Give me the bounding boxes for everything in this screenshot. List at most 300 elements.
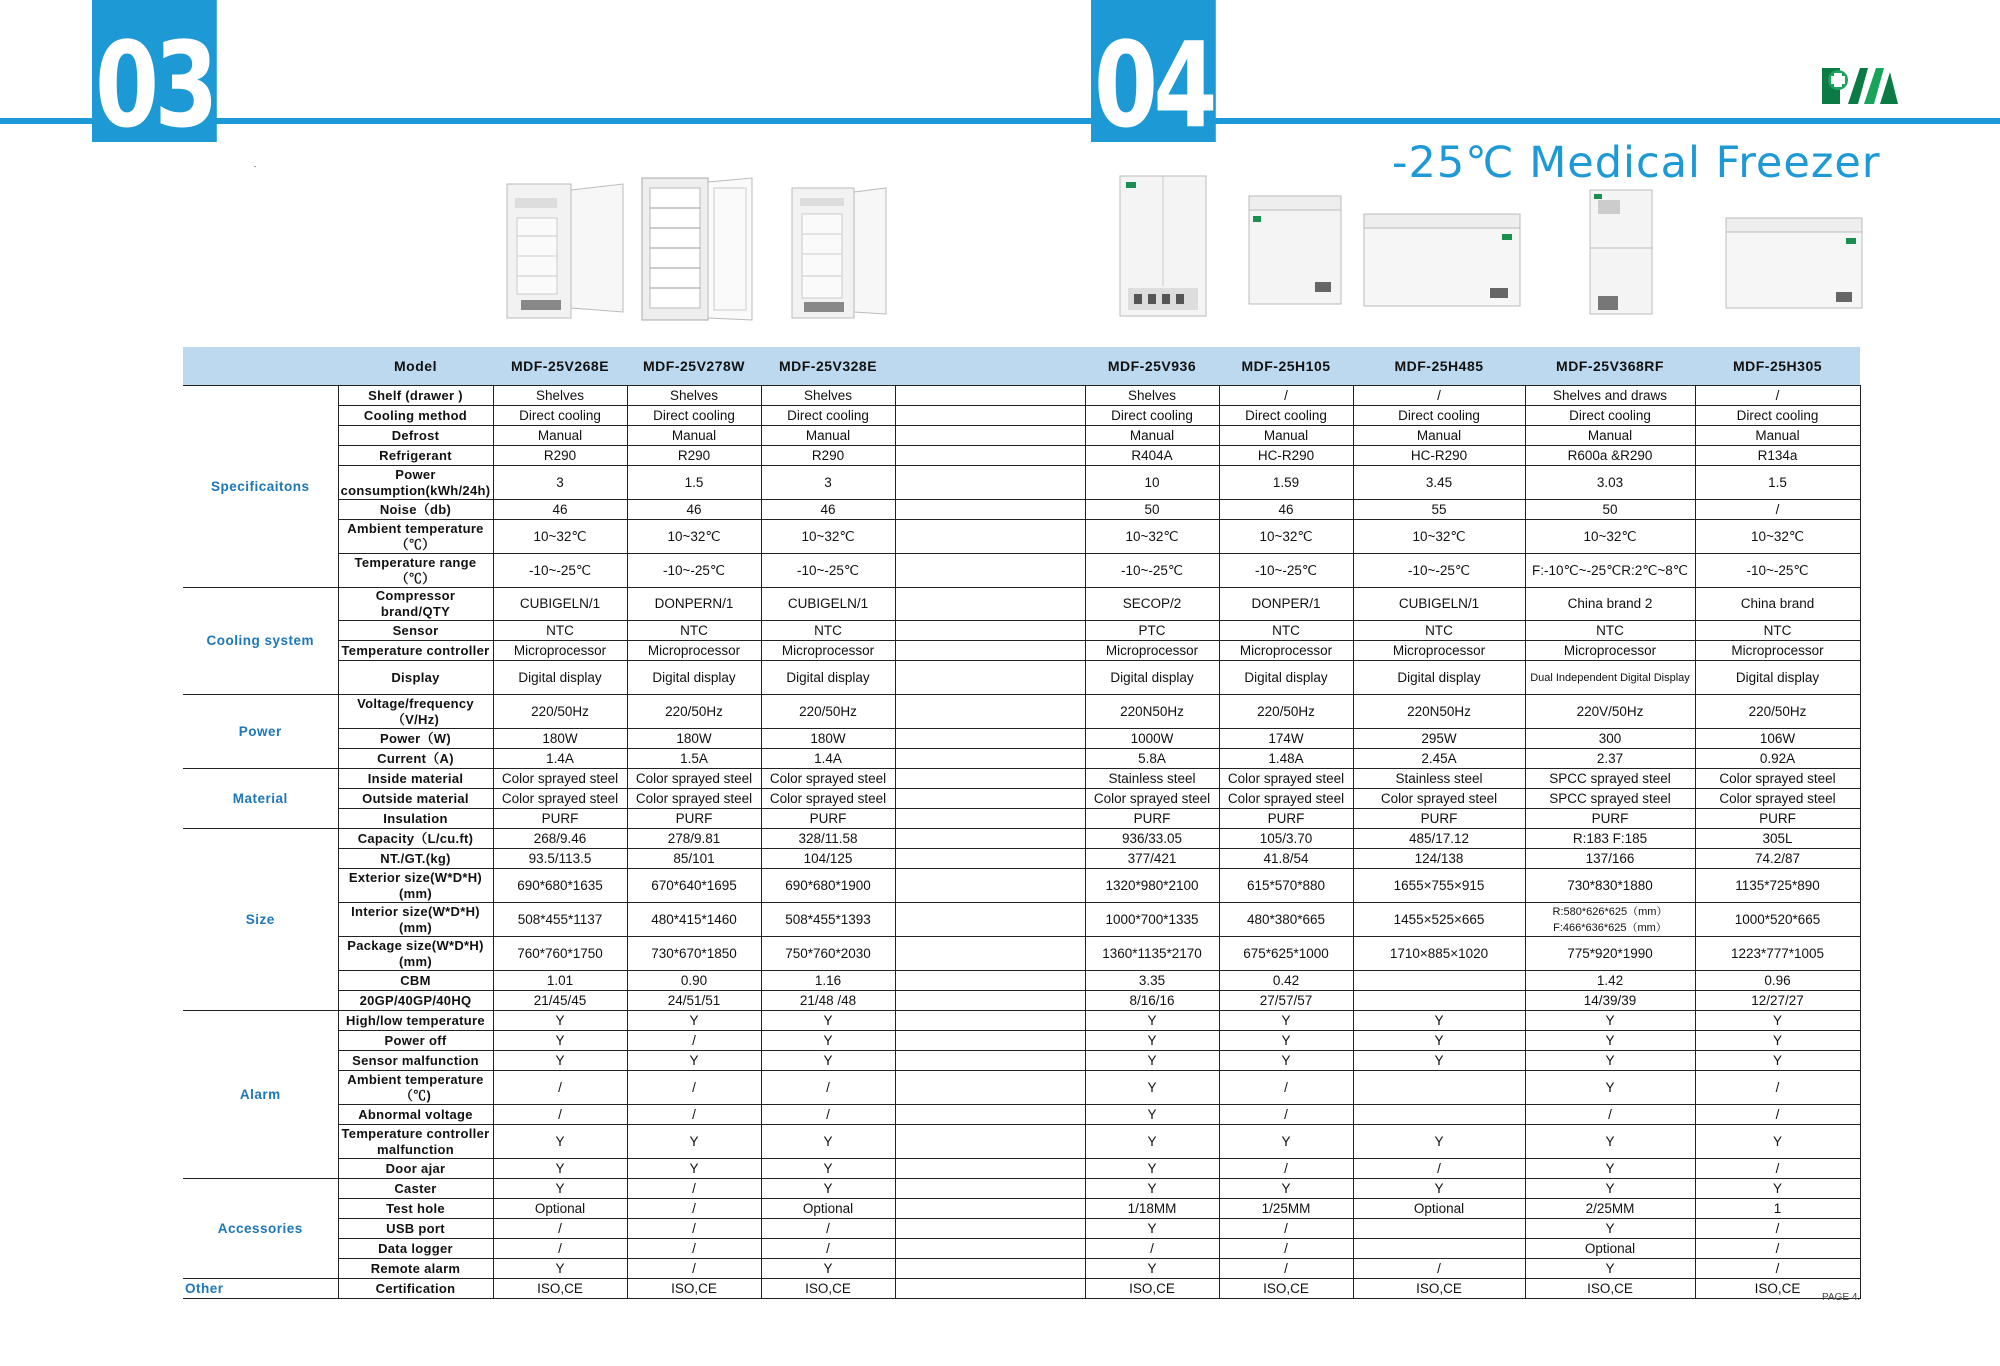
spec-value: PTC [1085, 621, 1219, 641]
spec-value: Direct cooling [1085, 406, 1219, 426]
spec-value: Microprocessor [493, 641, 627, 661]
spec-value: 3.35 [1085, 971, 1219, 991]
spec-value: Manual [761, 426, 895, 446]
spec-value: 3.45 [1353, 466, 1525, 500]
page-footer: PAGE 4. [1822, 1292, 1861, 1303]
spec-value: 106W [1695, 729, 1860, 749]
spec-value: NTC [1353, 621, 1525, 641]
spec-value [895, 789, 1085, 809]
spec-row [183, 554, 1860, 588]
spec-row [183, 937, 1860, 971]
spec-value: 1.4A [761, 749, 895, 769]
spec-row [183, 809, 1860, 829]
spec-value: / [761, 1105, 895, 1125]
spec-value: 85/101 [627, 849, 761, 869]
row-label: Interior size(W*D*H)(mm) [338, 903, 493, 937]
spec-value: 10~32℃ [1525, 520, 1695, 554]
spec-value: 730*830*1880 [1525, 869, 1695, 903]
model-name: MDF-25H105 [1219, 347, 1353, 386]
spec-value: Microprocessor [1695, 641, 1860, 661]
spec-value: Y [1085, 1031, 1219, 1051]
spec-value: 10~32℃ [1219, 520, 1353, 554]
spec-value [895, 1219, 1085, 1239]
spec-value: PURF [1695, 809, 1860, 829]
row-label: Display [338, 661, 493, 695]
model-name: MDF-25V278W [627, 347, 761, 386]
spec-value [895, 1125, 1085, 1159]
spec-value: Manual [1525, 426, 1695, 446]
spec-value [895, 749, 1085, 769]
spec-value: 93.5/113.5 [493, 849, 627, 869]
spec-value: 5.8A [1085, 749, 1219, 769]
spec-value: Y [1695, 1125, 1860, 1159]
spec-value: Color sprayed steel [1695, 769, 1860, 789]
spec-value: Y [627, 1125, 761, 1159]
row-label: Ambient temperature （℃） [338, 520, 493, 554]
spec-value: Y [493, 1125, 627, 1159]
spec-value: 328/11.58 [761, 829, 895, 849]
spec-value: HC-R290 [1219, 446, 1353, 466]
spec-row [183, 1125, 1860, 1159]
spec-table [183, 347, 1861, 1299]
spec-row [183, 500, 1860, 520]
spec-value: CUBIGELN/1 [1353, 588, 1525, 621]
spec-value [895, 849, 1085, 869]
row-label: NT./GT.(kg) [338, 849, 493, 869]
product-image-mdf-25v368rf [1586, 186, 1656, 318]
row-label: Outside material [338, 789, 493, 809]
spec-value: 3 [761, 466, 895, 500]
row-label: Cooling method [338, 406, 493, 426]
spec-value: Y [761, 1011, 895, 1031]
spec-value: Digital display [1353, 661, 1525, 695]
spec-value: 220V/50Hz [1525, 695, 1695, 729]
spec-value: 46 [761, 500, 895, 520]
spec-value: Y [1525, 1125, 1695, 1159]
spec-value: Y [1085, 1011, 1219, 1031]
spec-row [183, 903, 1860, 937]
spec-value: Microprocessor [761, 641, 895, 661]
spec-value: Y [1085, 1219, 1219, 1239]
spec-value: 14/39/39 [1525, 991, 1695, 1011]
spec-value: DONPERN/1 [627, 588, 761, 621]
spec-value: 21/45/45 [493, 991, 627, 1011]
spec-value: 220/50Hz [1695, 695, 1860, 729]
spec-value: 1.5 [627, 466, 761, 500]
product-image-mdf-25h485 [1362, 210, 1522, 310]
spec-row [183, 991, 1860, 1011]
spec-value: 124/138 [1353, 849, 1525, 869]
spec-value: 180W [627, 729, 761, 749]
spec-value: 10~32℃ [1085, 520, 1219, 554]
spec-value [895, 1179, 1085, 1199]
spec-value [895, 903, 1085, 937]
spec-row [183, 769, 1860, 789]
spec-value: Y [1525, 1051, 1695, 1071]
spec-value: / [1085, 1239, 1219, 1259]
section-number-right: 04 [1091, 0, 1216, 142]
spec-value: / [627, 1259, 761, 1279]
spec-value: -10~-25℃ [1353, 554, 1525, 588]
spec-value: 0.96 [1695, 971, 1860, 991]
spec-value: Y [627, 1011, 761, 1031]
spec-value: 1320*980*2100 [1085, 869, 1219, 903]
spec-value: 10~32℃ [627, 520, 761, 554]
spec-row [183, 661, 1860, 695]
row-label: Sensor [338, 621, 493, 641]
spec-value [895, 621, 1085, 641]
category-label: Size [183, 829, 338, 1011]
spec-value: Y [1085, 1259, 1219, 1279]
spec-value: 46 [627, 500, 761, 520]
spec-value: Y [493, 1051, 627, 1071]
section-number-left: 03 [92, 0, 217, 142]
spec-value: / [1219, 1105, 1353, 1125]
spec-row [183, 1219, 1860, 1239]
spec-value: 1360*1135*2170 [1085, 937, 1219, 971]
spec-value: / [1695, 1259, 1860, 1279]
spec-value [895, 1011, 1085, 1031]
spec-value: 220N50Hz [1353, 695, 1525, 729]
spec-row [183, 621, 1860, 641]
spec-value [895, 466, 1085, 500]
row-label: High/low temperature [338, 1011, 493, 1031]
spec-value: Manual [1695, 426, 1860, 446]
spec-value: / [1695, 1105, 1860, 1125]
spec-value: Y [761, 1259, 895, 1279]
row-label: Ambient temperature （℃) [338, 1071, 493, 1105]
category-label: Alarm [183, 1011, 338, 1179]
category-label: Specificaitons [183, 386, 338, 588]
spec-value: 174W [1219, 729, 1353, 749]
spec-value [895, 937, 1085, 971]
spec-value: ISO,CE [1525, 1279, 1695, 1299]
spec-value [895, 588, 1085, 621]
spec-value: 690*680*1635 [493, 869, 627, 903]
row-label: Remote alarm [338, 1259, 493, 1279]
spec-value: ISO,CE [627, 1279, 761, 1299]
spec-value [895, 1105, 1085, 1125]
spec-value: PURF [761, 809, 895, 829]
spec-value: Color sprayed steel [627, 789, 761, 809]
row-label: Sensor malfunction [338, 1051, 493, 1071]
spec-value: 0.42 [1219, 971, 1353, 991]
spec-value: 1.16 [761, 971, 895, 991]
spec-value: / [1353, 386, 1525, 406]
spec-value: Digital display [1695, 661, 1860, 695]
spec-value: Y [1085, 1105, 1219, 1125]
spec-value [895, 520, 1085, 554]
category-label: Cooling system [183, 588, 338, 695]
row-label: Shelf (drawer ) [338, 386, 493, 406]
spec-row [183, 1239, 1860, 1259]
model-name [895, 347, 1085, 386]
spec-row [183, 749, 1860, 769]
row-label: Defrost [338, 426, 493, 446]
spec-value: / [493, 1239, 627, 1259]
spec-value: PURF [1353, 809, 1525, 829]
spec-value: Y [1353, 1011, 1525, 1031]
spec-row [183, 406, 1860, 426]
spec-value: 1000*700*1335 [1085, 903, 1219, 937]
spec-value: Color sprayed steel [1085, 789, 1219, 809]
spec-value: Direct cooling [1353, 406, 1525, 426]
spec-value: 1.59 [1219, 466, 1353, 500]
spec-value: / [627, 1031, 761, 1051]
spec-value: 12/27/27 [1695, 991, 1860, 1011]
spec-value: Y [1525, 1031, 1695, 1051]
model-label: Model [338, 347, 493, 386]
spec-value: 1/18MM [1085, 1199, 1219, 1219]
spec-value: 670*640*1695 [627, 869, 761, 903]
spec-value: Optional [1525, 1239, 1695, 1259]
spec-value [895, 1279, 1085, 1299]
spec-value: Microprocessor [627, 641, 761, 661]
spec-value: R134a [1695, 446, 1860, 466]
spec-value: / [627, 1199, 761, 1219]
spec-value: Y [1085, 1179, 1219, 1199]
spec-value: Color sprayed steel [1353, 789, 1525, 809]
spec-value: 730*670*1850 [627, 937, 761, 971]
spec-value: Shelves [761, 386, 895, 406]
spec-value: Digital display [1219, 661, 1353, 695]
spec-value: Y [761, 1125, 895, 1159]
spec-value: / [1219, 1259, 1353, 1279]
spec-value: Color sprayed steel [493, 789, 627, 809]
spec-value: Y [1525, 1219, 1695, 1239]
spec-value: R290 [761, 446, 895, 466]
spec-row [183, 588, 1860, 621]
spec-value: 2/25MM [1525, 1199, 1695, 1219]
spec-value: Y [761, 1159, 895, 1179]
spec-value: 10~32℃ [761, 520, 895, 554]
spec-value: 760*760*1750 [493, 937, 627, 971]
spec-value [1353, 1219, 1525, 1239]
spec-value: / [1695, 1071, 1860, 1105]
model-name: MDF-25V368RF [1525, 347, 1695, 386]
spec-value: NTC [627, 621, 761, 641]
spec-value [895, 1051, 1085, 1071]
row-label: Certification [338, 1279, 493, 1299]
spec-value [1353, 991, 1525, 1011]
spec-row [183, 1071, 1860, 1105]
spec-row [183, 1259, 1860, 1279]
spec-value: Manual [1353, 426, 1525, 446]
spec-value: R290 [627, 446, 761, 466]
spec-value: 220/50Hz [493, 695, 627, 729]
spec-value: Y [493, 1259, 627, 1279]
spec-value: Y [1219, 1011, 1353, 1031]
spec-value: 105/3.70 [1219, 829, 1353, 849]
row-label: Power consumption(kWh/24h) [338, 466, 493, 500]
spec-value: Y [1219, 1051, 1353, 1071]
spec-value: ISO,CE [1219, 1279, 1353, 1299]
spec-value: 675*625*1000 [1219, 937, 1353, 971]
spec-value: Y [1695, 1031, 1860, 1051]
spec-value: / [1219, 1071, 1353, 1105]
spec-value: 1000*520*665 [1695, 903, 1860, 937]
category-label: Other [183, 1279, 338, 1299]
spec-value: 50 [1085, 500, 1219, 520]
spec-value: 1455×525×665 [1353, 903, 1525, 937]
spec-value: Shelves [493, 386, 627, 406]
spec-value: Stainless steel [1085, 769, 1219, 789]
spec-value: Microprocessor [1525, 641, 1695, 661]
spec-value: CUBIGELN/1 [493, 588, 627, 621]
spec-value: 1.42 [1525, 971, 1695, 991]
spec-value: / [1695, 1239, 1860, 1259]
spec-row [183, 829, 1860, 849]
row-label: Exterior size(W*D*H)(mm) [338, 869, 493, 903]
spec-value: SPCC sprayed steel [1525, 769, 1695, 789]
spec-value: / [1219, 1239, 1353, 1259]
spec-value: Y [627, 1159, 761, 1179]
spec-value: Manual [1219, 426, 1353, 446]
spec-value [895, 769, 1085, 789]
spec-value: Y [1219, 1125, 1353, 1159]
spec-value [895, 971, 1085, 991]
spec-row [183, 426, 1860, 446]
spec-value: / [1219, 386, 1353, 406]
spec-value: Color sprayed steel [1219, 769, 1353, 789]
header-rule-right [1090, 118, 2000, 124]
spec-value: 220N50Hz [1085, 695, 1219, 729]
spec-value: 41.8/54 [1219, 849, 1353, 869]
spec-row [183, 971, 1860, 991]
spec-value: 3.03 [1525, 466, 1695, 500]
spec-value: 55 [1353, 500, 1525, 520]
spec-value: 480*380*665 [1219, 903, 1353, 937]
spec-row [183, 466, 1860, 500]
spec-value: DONPER/1 [1219, 588, 1353, 621]
model-name: MDF-25V268E [493, 347, 627, 386]
spec-value: 1135*725*890 [1695, 869, 1860, 903]
spec-value: 268/9.46 [493, 829, 627, 849]
spec-value: PURF [493, 809, 627, 829]
spec-value: Y [1525, 1159, 1695, 1179]
row-label: Temperature controller malfunction [338, 1125, 493, 1159]
product-image-mdf-25v268e [505, 178, 625, 322]
spec-value: Digital display [493, 661, 627, 695]
spec-value: China brand 2 [1525, 588, 1695, 621]
spec-value: / [1219, 1159, 1353, 1179]
page-title: -25℃ Medical Freezer [1392, 138, 1881, 188]
spec-value [1353, 1105, 1525, 1125]
spec-value: / [1219, 1219, 1353, 1239]
row-label: Capacity（L/cu.ft) [338, 829, 493, 849]
spec-row [183, 520, 1860, 554]
spec-value: Digital display [761, 661, 895, 695]
spec-value: Stainless steel [1353, 769, 1525, 789]
spec-row [183, 729, 1860, 749]
product-image-mdf-25v278w [640, 174, 760, 324]
spec-row [183, 1159, 1860, 1179]
spec-value: R600a &R290 [1525, 446, 1695, 466]
spec-value [895, 406, 1085, 426]
spec-value: 1.5 [1695, 466, 1860, 500]
spec-value: Y [1525, 1071, 1695, 1105]
spec-value: 104/125 [761, 849, 895, 869]
spec-value: 180W [761, 729, 895, 749]
spec-value: 1.4A [493, 749, 627, 769]
spec-value [895, 991, 1085, 1011]
spec-value: Direct cooling [1219, 406, 1353, 426]
spec-value: Dual Independent Digital Display [1525, 661, 1695, 695]
spec-row [183, 1011, 1860, 1031]
spec-value: / [1353, 1159, 1525, 1179]
spec-value: Color sprayed steel [493, 769, 627, 789]
spec-value [895, 1071, 1085, 1105]
spec-value: 21/48 /48 [761, 991, 895, 1011]
spec-value: -10~-25℃ [1695, 554, 1860, 588]
spec-value: Color sprayed steel [627, 769, 761, 789]
row-label: Noise（db) [338, 500, 493, 520]
spec-value: Optional [761, 1199, 895, 1219]
spec-value [895, 869, 1085, 903]
spec-value: Microprocessor [1353, 641, 1525, 661]
spec-value: -10~-25℃ [627, 554, 761, 588]
spec-value: 220/50Hz [1219, 695, 1353, 729]
spec-value: Y [761, 1179, 895, 1199]
spec-value: China brand [1695, 588, 1860, 621]
spec-row [183, 386, 1860, 406]
spec-row [183, 1279, 1860, 1299]
spec-value: 8/16/16 [1085, 991, 1219, 1011]
model-name: MDF-25H305 [1695, 347, 1860, 386]
row-label: Insulation [338, 809, 493, 829]
spec-row [183, 695, 1860, 729]
spec-value: 508*455*1137 [493, 903, 627, 937]
category-label: Material [183, 769, 338, 829]
spec-value: / [493, 1105, 627, 1125]
model-name: MDF-25V936 [1085, 347, 1219, 386]
spec-value: 750*760*2030 [761, 937, 895, 971]
spec-value: Y [761, 1031, 895, 1051]
spec-value [895, 1199, 1085, 1219]
spec-value: Color sprayed steel [1219, 789, 1353, 809]
spec-value: 1.01 [493, 971, 627, 991]
header-blank [183, 347, 338, 386]
row-label: Abnormal voltage [338, 1105, 493, 1125]
product-image-mdf-25h305 [1724, 212, 1864, 312]
spec-value [895, 1159, 1085, 1179]
product-image-mdf-25v328e [790, 182, 890, 322]
spec-value: 775*920*1990 [1525, 937, 1695, 971]
spec-value: / [1695, 386, 1860, 406]
spec-value: Y [493, 1179, 627, 1199]
spec-value: Direct cooling [493, 406, 627, 426]
spec-row [183, 1179, 1860, 1199]
spec-value: 278/9.81 [627, 829, 761, 849]
category-label: Accessories [183, 1179, 338, 1279]
spec-value: 50 [1525, 500, 1695, 520]
spec-value: NTC [493, 621, 627, 641]
spec-value: Shelves and draws [1525, 386, 1695, 406]
spec-value: Shelves [627, 386, 761, 406]
spec-value: 1 [1695, 1199, 1860, 1219]
spec-value: 508*455*1393 [761, 903, 895, 937]
brand-logo [1820, 62, 1900, 110]
spec-value [895, 446, 1085, 466]
spec-row [183, 446, 1860, 466]
spec-value: -10~-25℃ [1219, 554, 1353, 588]
spec-value: 27/57/57 [1219, 991, 1353, 1011]
spec-row [183, 1105, 1860, 1125]
spec-value: 10~32℃ [1353, 520, 1525, 554]
spec-value: PURF [1219, 809, 1353, 829]
spec-value [895, 1259, 1085, 1279]
row-label: Inside material [338, 769, 493, 789]
